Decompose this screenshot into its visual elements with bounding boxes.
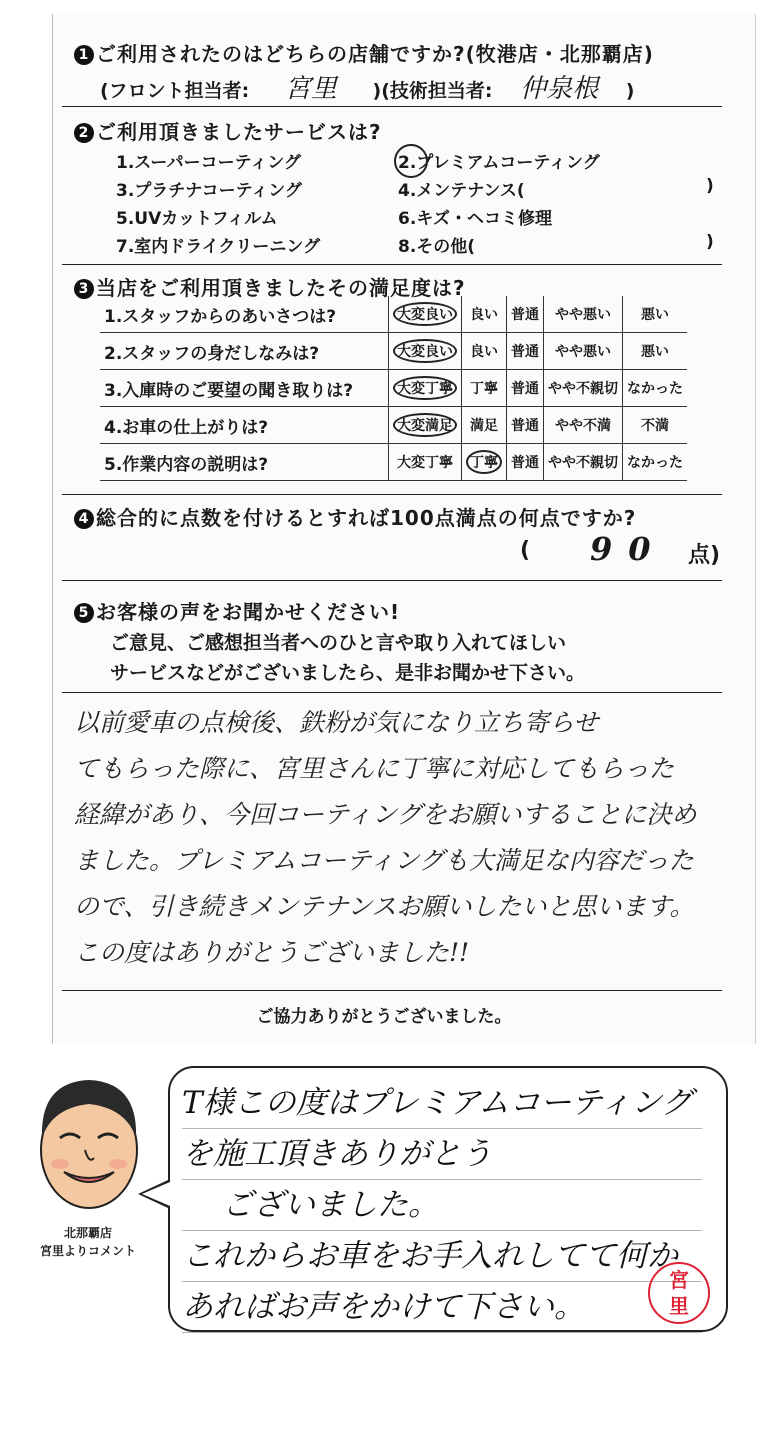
score-open: ( [520, 538, 531, 563]
service-option-close: ) [706, 232, 714, 252]
satisfaction-option: 普通 [507, 444, 544, 481]
staff-caption-text: 宮里よりコメント [39, 1244, 136, 1258]
score-unit: 点) [688, 543, 721, 568]
service-option: 8.その他( [398, 237, 476, 257]
comment-line: この度はありがとうございました!! [74, 938, 470, 967]
reply-line: あればお声をかけて下さい。 [182, 1282, 702, 1333]
satisfaction-row [100, 444, 687, 481]
satisfaction-item: 5.作業内容の説明は? [100, 444, 389, 481]
question-4-label: 総合的に点数を付けるとすれば100点満点の何点ですか? [96, 506, 637, 530]
satisfaction-option [389, 333, 462, 370]
satisfaction-option: 満足 [462, 407, 507, 444]
satisfaction-option: なかった [623, 444, 688, 481]
service-option-close: ) [706, 176, 714, 196]
satisfaction-option: やや不満 [544, 407, 623, 444]
satisfaction-option: 普通 [507, 296, 544, 333]
selection-circle [394, 144, 428, 178]
question-1 [74, 38, 654, 67]
question-2-label: ご利用頂きましたサービスは? [96, 120, 382, 144]
question-5-subtext: ご意見、ご感想担当者へのひと言や取り入れてほしい [110, 632, 567, 654]
reply-line: を施工頂きありがとう [182, 1129, 702, 1180]
staff-line [100, 68, 634, 105]
service-option: 6.キズ・ヘコミ修理 [398, 209, 552, 229]
tech-staff-close: ) [625, 80, 635, 102]
satisfaction-option [462, 444, 507, 481]
comment-line: ので、引き続きメンテナンスお願いしたいと思います。 [74, 892, 695, 921]
service-option: 3.プラチナコーティング [116, 181, 302, 201]
satisfaction-option: 普通 [507, 370, 544, 407]
staff-reply [182, 1078, 702, 1333]
satisfaction-item: 1.スタッフからのあいさつは? [100, 296, 389, 333]
tech-staff-label: )(技術担当者: [372, 80, 493, 102]
question-5-subtext: サービスなどがございましたら、是非お聞かせ下さい。 [110, 662, 586, 684]
satisfaction-option [389, 370, 462, 407]
satisfaction-option: やや不親切 [544, 444, 623, 481]
question-5-label: お客様の声をお聞かせください! [96, 600, 401, 624]
tech-staff-name: 仲泉根 [520, 74, 599, 104]
satisfaction-item: 4.お車の仕上がりは? [100, 407, 389, 444]
question-number-3: 3 [74, 279, 94, 299]
satisfaction-table [100, 296, 687, 481]
satisfaction-option: やや不親切 [544, 370, 623, 407]
selected-option-circle: 大変良い [393, 339, 457, 363]
satisfaction-row [100, 296, 687, 333]
satisfaction-option [389, 407, 462, 444]
selected-option-circle: 大変良い [393, 302, 457, 326]
customer-comment [74, 700, 724, 976]
question-3-label: 当店をご利用頂きましたその満足度は? [96, 276, 466, 300]
satisfaction-option: 悪い [623, 296, 688, 333]
staff-avatar-illustration [30, 1068, 148, 1218]
staff-store: 北那覇店 [63, 1226, 112, 1240]
question-number-1: 1 [74, 45, 94, 65]
speech-bubble-tail-fill [142, 1182, 170, 1206]
divider [62, 106, 722, 107]
reply-line: T様この度はプレミアムコーティング [182, 1078, 702, 1129]
satisfaction-option [389, 296, 462, 333]
service-option-selected: 2.プレミアムコーティング [398, 148, 600, 173]
satisfaction-option: なかった [623, 370, 688, 407]
front-staff-name: 宮里 [284, 74, 337, 104]
staff-caption [14, 1224, 162, 1260]
satisfaction-option: 大変丁寧 [389, 444, 462, 481]
name-seal-stamp: 宮 里 [648, 1262, 710, 1324]
satisfaction-option: 普通 [507, 407, 544, 444]
service-option: 4.メンテナンス( [398, 181, 525, 201]
question-number-5: 5 [74, 603, 94, 623]
satisfaction-option: 良い [462, 296, 507, 333]
front-staff-label: (フロント担当者: [100, 80, 250, 102]
satisfaction-option: やや悪い [544, 333, 623, 370]
satisfaction-option: 良い [462, 333, 507, 370]
service-option: 5.UVカットフィルム [116, 209, 278, 229]
selected-option-circle: 大変丁寧 [393, 376, 457, 400]
satisfaction-item: 3.入庫時のご要望の聞き取りは? [100, 370, 389, 407]
divider [62, 692, 722, 693]
divider [62, 494, 722, 495]
comment-line: 以前愛車の点検後、鉄粉が気になり立ち寄らせ [74, 708, 599, 737]
satisfaction-item: 2.スタッフの身だしなみは? [100, 333, 389, 370]
question-4 [74, 502, 636, 531]
selected-option-circle: 丁寧 [466, 450, 502, 474]
selected-option-circle: 大変満足 [393, 413, 457, 437]
question-1-label: ご利用されたのはどちらの店舗ですか?(牧港店・北那覇店) [96, 42, 654, 66]
satisfaction-option: やや悪い [544, 296, 623, 333]
service-option: 1.スーパーコーティング [116, 153, 301, 173]
reply-line: これからお車をお手入れしてて何か [182, 1231, 702, 1282]
reply-line: ございました。 [182, 1180, 702, 1231]
divider [62, 580, 722, 581]
satisfaction-row [100, 333, 687, 370]
footer-thanks: ご協力ありがとうございました。 [256, 1007, 512, 1027]
service-option: 7.室内ドライクリーニング [116, 237, 321, 257]
satisfaction-option: 不満 [623, 407, 688, 444]
comment-line: 経緯があり、今回コーティングをお願いすることに決め [74, 800, 697, 829]
question-number-4: 4 [74, 509, 94, 529]
satisfaction-row [100, 407, 687, 444]
comment-line: ました。プレミアムコーティングも大満足な内容だった [74, 846, 694, 875]
comment-line: てもらった際に、宮里さんに丁寧に対応してもらった [74, 754, 675, 783]
question-number-2: 2 [74, 123, 94, 143]
divider [62, 264, 722, 265]
satisfaction-option: 悪い [623, 333, 688, 370]
score-value: 90 [590, 530, 667, 568]
satisfaction-option: 丁寧 [462, 370, 507, 407]
satisfaction-row [100, 370, 687, 407]
question-2 [74, 116, 382, 145]
satisfaction-option: 普通 [507, 333, 544, 370]
divider [62, 990, 722, 991]
question-5 [74, 596, 400, 625]
